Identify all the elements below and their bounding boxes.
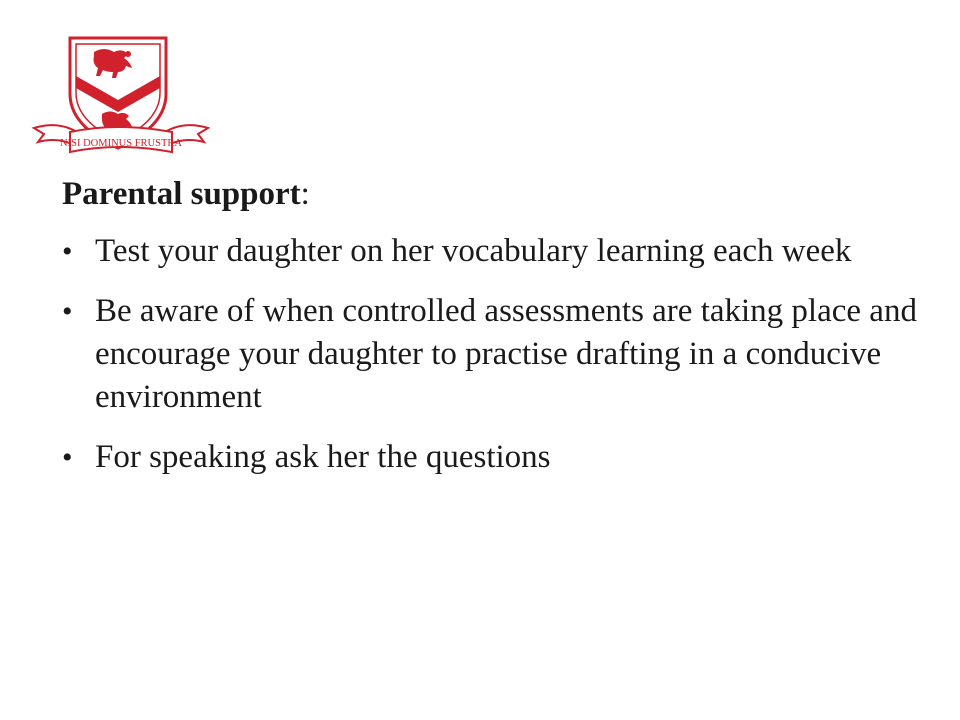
list-item <box>62 290 922 419</box>
heading-bold-text: Parental support <box>62 176 301 212</box>
bullet-list <box>62 230 922 479</box>
list-item <box>62 230 922 273</box>
bullet-icon: • <box>62 295 73 328</box>
bullet-text: For speaking ask her the questions <box>95 439 551 475</box>
slide-heading <box>62 172 922 216</box>
bullet-icon: • <box>62 441 73 474</box>
logo-motto: NISI DOMINUS FRUSTRA <box>60 138 182 149</box>
slide-content <box>62 172 922 496</box>
bullet-text: Be aware of when controlled assessments are taking place and encourage your daughter to practise drafting in a conducive environment <box>95 293 917 415</box>
school-crest-logo <box>30 30 212 156</box>
bullet-icon: • <box>62 235 73 268</box>
bullet-text: Test your daughter on her vocabulary learning each week <box>95 233 852 269</box>
list-item <box>62 436 922 479</box>
heading-colon: : <box>300 176 310 212</box>
